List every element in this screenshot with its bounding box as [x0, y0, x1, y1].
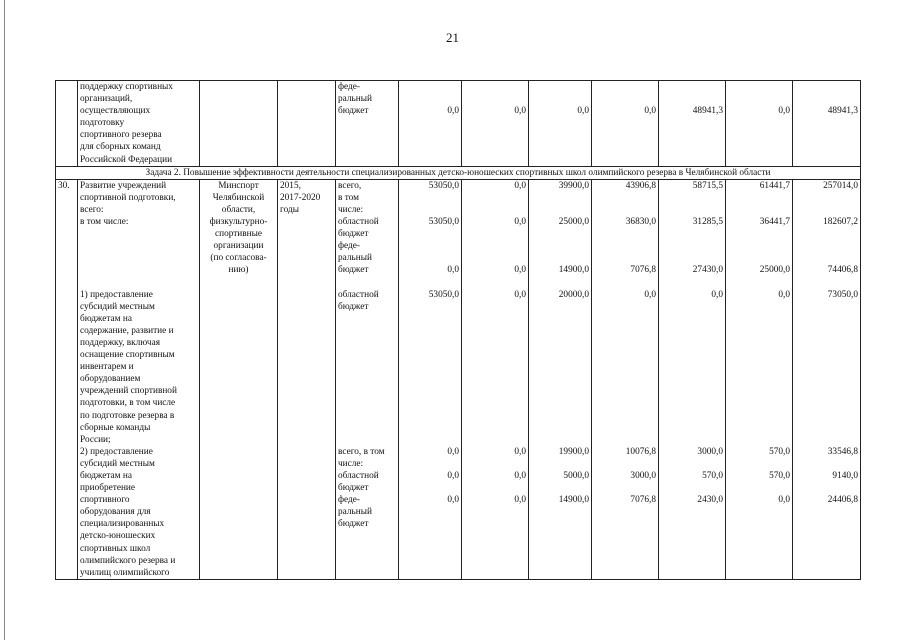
cell-value-total: 33546,8 9140,0 24406,8: [793, 446, 861, 580]
cell-executor: [200, 446, 278, 580]
cell-description: 2) предоставление субсидий местным бюджетам на приобретение спортивного оборудования для специализированных детско-юношеских спортивных школ олимпийского резерва и училищ олимпийского: [78, 446, 200, 580]
cell-value: 0,0: [592, 81, 659, 167]
cell-value-total: 73050,0: [793, 289, 861, 446]
cell-value-2020: 570,0 570,0 0,0: [726, 446, 793, 580]
cell-period: [278, 289, 336, 446]
cell-number: 30.: [56, 179, 78, 288]
table-row-sub1: [56, 289, 861, 446]
cell-source: всего, в том числе: областной бюджет феде- ральный бюджет: [336, 446, 399, 580]
table-row-sub2: [56, 446, 861, 580]
cell-executor: [200, 289, 278, 446]
cell-value-2018: 0,0: [592, 289, 659, 446]
cell-executor: [200, 81, 278, 167]
cell-value-2019: 3000,0 570,0 2430,0: [659, 446, 726, 580]
cell-value-2019: 0,0: [659, 289, 726, 446]
cell-value: 0,0: [462, 81, 529, 167]
cell-value: 0,0: [529, 81, 592, 167]
cell-value-total: 257014,0 182607,2 74406,8: [793, 179, 861, 288]
cell-value-2017: 19900,0 5000,0 14900,0: [529, 446, 592, 580]
cell-value-2015: 0,0 0,0 0,0: [399, 446, 462, 580]
cell-description: поддержку спортивных организаций, осуществляющих подготовку спортивного резерва для сборных команд Российской Федерации: [78, 81, 200, 167]
cell-value-2018: 10076,8 3000,0 7076,8: [592, 446, 659, 580]
cell-value-2015: 53050,0 53050,0 0,0: [399, 179, 462, 288]
cell-value-2017: 20000,0: [529, 289, 592, 446]
cell-period: 2015, 2017-2020 годы: [278, 179, 336, 288]
cell-value-2016: 0,0 0,0 0,0: [462, 446, 529, 580]
cell-source: всего, в том числе: областной бюджет феде- ральный бюджет: [336, 179, 399, 288]
cell-value-2019: 58715,5 31285,5 27430,0: [659, 179, 726, 288]
cell-value-2018: 43906,8 36830,0 7076,8: [592, 179, 659, 288]
cell-period: [278, 81, 336, 167]
cell-source: областной бюджет: [336, 289, 399, 446]
budget-table: [55, 80, 861, 580]
cell-period: [278, 446, 336, 580]
cell-value: 48941,3: [793, 81, 861, 167]
table-row-30: [56, 179, 861, 288]
cell-value: 0,0: [726, 81, 793, 167]
cell-number: [56, 81, 78, 167]
cell-value: 48941,3: [659, 81, 726, 167]
cell-source: феде- ральный бюджет: [336, 81, 399, 167]
cell-executor: Минспорт Челябинской области, физкультурно- спортивные организации (по согласова- нию): [200, 179, 278, 288]
cell-value-2016: 0,0: [462, 289, 529, 446]
cell-value-2016: 0,0 0,0 0,0: [462, 179, 529, 288]
page-number: 21: [446, 30, 459, 45]
cell-number: [56, 446, 78, 580]
page-edge-line: [4, 0, 5, 640]
cell-number: [56, 289, 78, 446]
task-title: Задача 2. Повышение эффективности деятельности специализированных детско-юношеских спортивных школ олимпийского резерва в Челябинской области: [56, 166, 861, 179]
cell-description: Развитие учреждений спортивной подготовки, всего: в том числе:: [78, 179, 200, 288]
cell-value-2015: 53050,0: [399, 289, 462, 446]
cell-value-2017: 39900,0 25000,0 14900,0: [529, 179, 592, 288]
task-heading-row: [56, 166, 861, 179]
cell-value: 0,0: [399, 81, 462, 167]
cell-description: 1) предоставление субсидий местным бюджетам на содержание, развитие и поддержку, включая оснащение спортивным инвентарем и оборудованием учреждений спортивной подготовки, в том числе по подготовке резерва в сборные команды России;: [78, 289, 200, 446]
cell-value-2020: 0,0: [726, 289, 793, 446]
table-row-continuation: [56, 81, 861, 167]
cell-value-2020: 61441,7 36441,7 25000,0: [726, 179, 793, 288]
